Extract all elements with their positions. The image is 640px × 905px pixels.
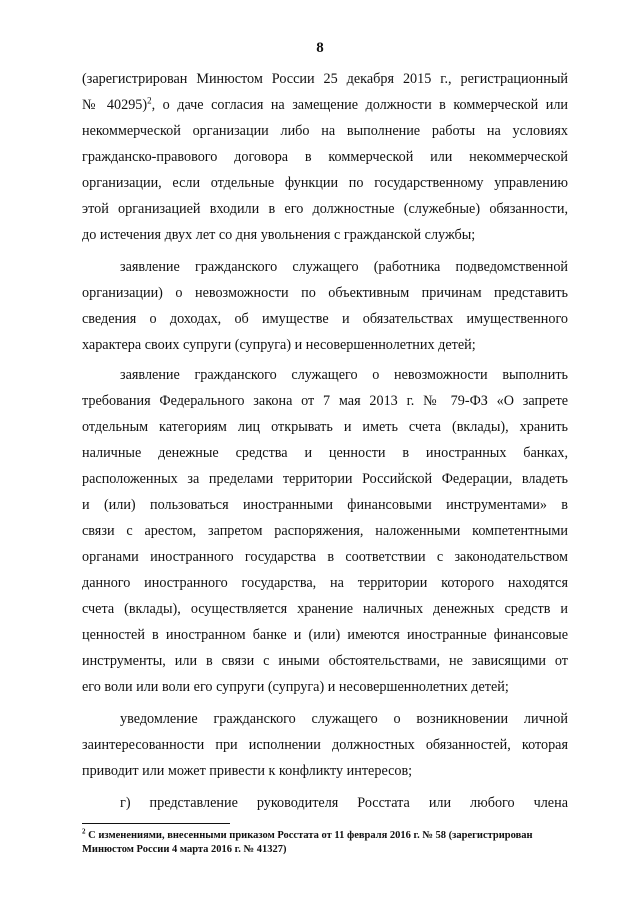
text-line: расположенных за пределами территории Российской Федерации, владеть bbox=[82, 471, 568, 487]
text-line: заявление гражданского служащего (работника подведомственной bbox=[120, 259, 568, 275]
text-line: органами иностранного государства в соответствии с законодательством bbox=[82, 549, 568, 565]
page-number: 8 bbox=[316, 40, 324, 56]
footnote-line: $^2$ С изменениями, внесенными приказом Росстата от 11 февраля 2016 г. № 58 (зарегистрирован bbox=[82, 827, 533, 841]
text-line: организации, если отдельные функции по государственному управлению bbox=[82, 175, 568, 191]
text-line: г) представление руководителя Росстата или любого члена bbox=[120, 795, 568, 811]
text-line: до истечения двух лет со дня увольнения с гражданской службы; bbox=[82, 227, 476, 243]
text-line: отдельным категориям лиц открывать и иметь счета (вклады), хранить bbox=[82, 419, 568, 435]
text-line: сведения о доходах, об имуществе и обязательствах имущественного bbox=[82, 311, 568, 327]
text-line: инструменты, или в связи с иными обстоятельствами, не зависящими от bbox=[82, 653, 568, 669]
footnote-divider bbox=[82, 823, 230, 824]
text-line: наличные денежные средства и ценности в иностранных банках, bbox=[82, 445, 568, 461]
text-line: связи с арестом, запретом распоряжения, наложенными компетентными bbox=[82, 523, 568, 539]
text-line: уведомление гражданского служащего о возникновении личной bbox=[120, 711, 568, 727]
text-line: приводит или может привести к конфликту интересов; bbox=[82, 763, 413, 779]
text-line: № 40295)$^2$, о даче согласия на замещение должности в коммерческой или bbox=[82, 95, 568, 113]
text-line: требования Федерального закона от 7 мая 2013 г. № 79-ФЗ «О запрете bbox=[82, 393, 568, 409]
text-line: счета (вклады), осуществляется хранение наличных денежных средств и bbox=[82, 601, 568, 617]
text-line: (зарегистрирован Минюстом России 25 декабря 2015 г., регистрационный bbox=[82, 71, 568, 87]
text-line: данного иностранного государства, на территории которого находятся bbox=[82, 575, 568, 591]
text-line: его воли или воли его супруги (супруга) и несовершеннолетних детей; bbox=[82, 679, 509, 695]
text-line: заинтересованности при исполнении должностных обязанностей, которая bbox=[82, 737, 568, 753]
text-line: организации) о невозможности по объективным причинам представить bbox=[82, 285, 568, 301]
text-line: гражданско-правового договора в коммерческой или некоммерческой bbox=[82, 149, 568, 165]
footnote-line: Минюстом России 4 марта 2016 г. № 41327) bbox=[82, 844, 287, 855]
text-line: этой организацией входили в его должностные (служебные) обязанности, bbox=[82, 201, 568, 217]
text-line: характера своих супруги (супруга) и несовершеннолетних детей; bbox=[82, 337, 476, 353]
text-line: заявление гражданского служащего о невозможности выполнить bbox=[120, 367, 568, 383]
text-line: и (или) пользоваться иностранными финансовыми инструментами» в bbox=[82, 497, 568, 513]
text-line: ценностей в иностранном банке и (или) имеются иностранные финансовые bbox=[82, 627, 568, 643]
text-line: некоммерческой организации либо на выполнение работы на условиях bbox=[82, 123, 568, 139]
